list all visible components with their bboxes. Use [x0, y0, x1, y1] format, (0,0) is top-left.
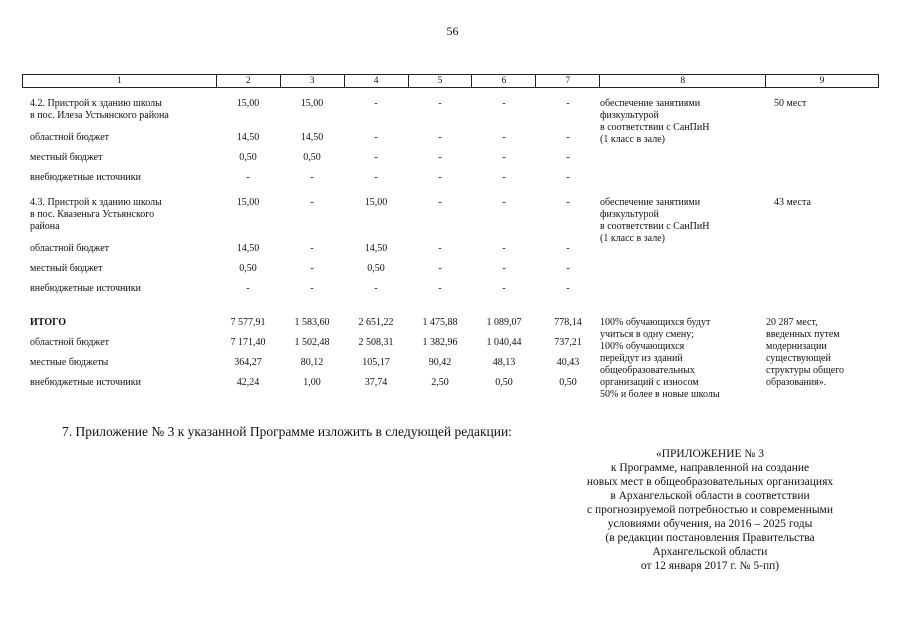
table-cell: - — [502, 152, 506, 163]
table-cell: 7 171,40 — [230, 337, 266, 348]
group-title-line: района — [30, 221, 60, 232]
table-cell: 1 502,48 — [294, 337, 330, 348]
header-cell: 1 — [23, 75, 217, 87]
table-cell: - — [438, 172, 442, 183]
table-cell: 2,50 — [431, 377, 449, 388]
group-note: 100% обучающихся будут учиться в одну смену; 100% обучающихся перейдут из зданий общеобразовательных организаций с износом 50% и более в новые школы — [600, 317, 720, 400]
table-cell: - — [438, 132, 442, 143]
header-cell: 4 — [345, 75, 409, 87]
table-cell: 15,00 — [236, 197, 260, 208]
table-cell: 14,50 — [300, 132, 324, 143]
total-label: ИТОГО — [30, 317, 66, 328]
row-label: местный бюджет — [30, 263, 103, 274]
table-header-row — [22, 74, 879, 88]
table-cell: - — [566, 152, 570, 163]
table-cell: 1,00 — [303, 377, 321, 388]
table-cell: - — [374, 98, 378, 109]
table-cell: - — [502, 98, 506, 109]
table-cell: - — [438, 283, 442, 294]
annex-line: к Программе, направленной на создание — [610, 462, 810, 474]
table-cell: 15,00 — [236, 98, 260, 109]
table-cell: 778,14 — [554, 317, 582, 328]
table-row — [22, 317, 600, 329]
table-cell: - — [566, 263, 570, 274]
table-cell: 1 475,88 — [422, 317, 458, 328]
annex-line: новых мест в общеобразовательных организациях — [586, 476, 834, 488]
group-title-line: 4.3. Пристрой к зданию школы — [30, 197, 162, 208]
annex-heading — [540, 447, 880, 573]
table-cell: 0,50 — [367, 263, 385, 274]
table-cell: - — [374, 172, 378, 183]
table-row — [22, 283, 600, 295]
group-result: 43 места — [774, 197, 811, 208]
table-cell: - — [566, 172, 570, 183]
table-row — [22, 263, 600, 275]
table-cell: - — [374, 132, 378, 143]
table-cell: 37,74 — [364, 377, 388, 388]
annex-line: от 12 января 2017 г. № 5-пп) — [640, 560, 780, 572]
table-cell: - — [246, 172, 250, 183]
table-cell: 0,50 — [239, 263, 257, 274]
annex-line: (в редакции постановления Правительства — [605, 532, 815, 544]
group-note: обеспечение занятиями физкультурой в соответствии с СанПиН (1 класс в зале) — [600, 197, 710, 244]
table-cell: - — [374, 152, 378, 163]
table-cell: - — [566, 98, 570, 109]
table-cell: - — [310, 243, 314, 254]
table-cell: 0,50 — [303, 152, 321, 163]
header-cell: 9 — [766, 75, 879, 87]
table-row — [22, 98, 600, 122]
table-cell: 90,42 — [428, 357, 452, 368]
table-cell: 364,27 — [234, 357, 262, 368]
table-cell: 80,12 — [300, 357, 324, 368]
table-row — [22, 197, 600, 233]
table-cell: 105,17 — [362, 357, 390, 368]
table-cell: 0,50 — [239, 152, 257, 163]
table-cell: 15,00 — [364, 197, 388, 208]
annex-line: в Архангельской области в соответствии — [610, 490, 810, 502]
page-number: 56 — [446, 24, 459, 38]
table-cell: - — [438, 152, 442, 163]
annex-line: «ПРИЛОЖЕНИЕ № 3 — [655, 448, 764, 460]
table-cell: - — [246, 283, 250, 294]
table-cell: 0,50 — [559, 377, 577, 388]
table-cell: 14,50 — [364, 243, 388, 254]
table-cell: - — [502, 263, 506, 274]
group-title-line: в пос. Илеза Устьянского района — [30, 110, 169, 121]
row-label: местный бюджет — [30, 152, 103, 163]
table-cell: - — [502, 283, 506, 294]
table-cell: - — [438, 243, 442, 254]
table-cell: - — [310, 263, 314, 274]
group-result: 20 287 мест, введенных путем модернизации существующей структуры общего образования». — [766, 317, 845, 388]
table-cell: - — [310, 283, 314, 294]
table-cell: 42,24 — [236, 377, 260, 388]
table-cell: - — [374, 283, 378, 294]
table-cell: 40,43 — [556, 357, 580, 368]
table-cell: 0,50 — [495, 377, 513, 388]
table-cell: 1 089,07 — [486, 317, 522, 328]
table-row — [22, 377, 600, 389]
row-label: внебюджетные источники — [30, 377, 141, 388]
header-cell: 6 — [472, 75, 536, 87]
table-cell: - — [438, 98, 442, 109]
table-cell: 48,13 — [492, 357, 516, 368]
table-cell: 1 382,96 — [422, 337, 458, 348]
header-cell: 8 — [600, 75, 766, 87]
annex-line: с прогнозируемой потребностью и современными — [587, 504, 833, 516]
program-table — [22, 74, 879, 400]
group-result: 50 мест — [774, 98, 807, 109]
group-title-line: в пос. Квазеньга Устьянского — [30, 209, 155, 220]
table-cell: 2 651,22 — [358, 317, 394, 328]
table-cell: - — [310, 172, 314, 183]
header-cell: 5 — [409, 75, 473, 87]
table-row — [22, 132, 600, 144]
table-cell: - — [502, 132, 506, 143]
table-cell: 14,50 — [236, 132, 260, 143]
table-cell: - — [438, 263, 442, 274]
table-row — [22, 337, 600, 349]
table-cell: 737,21 — [554, 337, 582, 348]
table-row — [22, 357, 600, 369]
table-cell: - — [566, 243, 570, 254]
header-cell: 2 — [217, 75, 281, 87]
table-cell: 7 577,91 — [230, 317, 266, 328]
table-cell: - — [310, 197, 314, 208]
group-title-line: 4.2. Пристрой к зданию школы — [30, 98, 162, 109]
table-cell: 15,00 — [300, 98, 324, 109]
row-label: областной бюджет — [30, 132, 110, 143]
amendment-paragraph: 7. Приложение № 3 к указанной Программе изложить в следующей редакции: — [62, 424, 512, 439]
table-cell: - — [438, 197, 442, 208]
row-label: внебюджетные источники — [30, 283, 141, 294]
table-cell: - — [566, 197, 570, 208]
header-cell: 7 — [536, 75, 600, 87]
annex-line: условиями обучения, на 2016 – 2025 годы — [607, 518, 813, 530]
row-label: областной бюджет — [30, 243, 110, 254]
table-cell: - — [502, 197, 506, 208]
table-cell: - — [502, 172, 506, 183]
table-cell: - — [502, 243, 506, 254]
table-cell: 1 040,44 — [486, 337, 522, 348]
row-label: местные бюджеты — [30, 357, 109, 368]
table-row — [22, 152, 600, 164]
table-row — [22, 172, 600, 184]
table-cell: 1 583,60 — [294, 317, 330, 328]
header-cell: 3 — [281, 75, 345, 87]
table-cell: 14,50 — [236, 243, 260, 254]
row-label: внебюджетные источники — [30, 172, 141, 183]
annex-line: Архангельской области — [652, 546, 768, 558]
table-cell: 2 508,31 — [358, 337, 394, 348]
row-label: областной бюджет — [30, 337, 110, 348]
table-cell: - — [566, 132, 570, 143]
table-cell: - — [566, 283, 570, 294]
table-row — [22, 243, 600, 255]
group-note: обеспечение занятиями физкультурой в соответствии с СанПиН (1 класс в зале) — [600, 98, 710, 145]
